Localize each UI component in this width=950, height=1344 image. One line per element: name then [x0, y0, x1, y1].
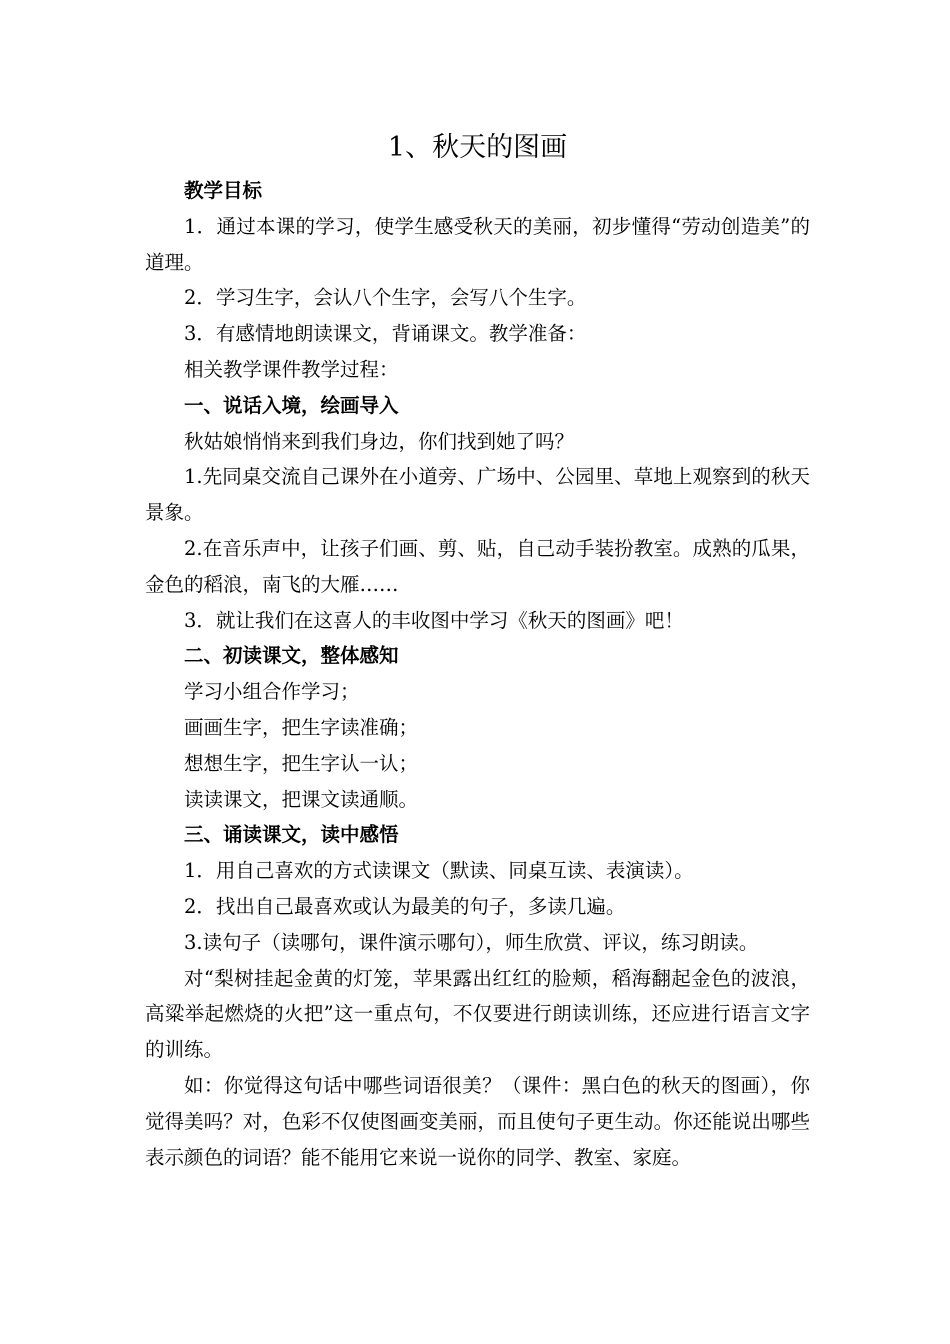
paragraph: 3．就让我们在这喜人的丰收图中学习《秋天的图画》吧！ — [184, 608, 684, 632]
document-page — [145, 0, 810, 1344]
paragraph: 读读课文，把课文读通顺。 — [184, 787, 419, 811]
paragraph: 想想生字，把生字认一认； — [184, 751, 419, 775]
section-heading: 教学目标 — [184, 179, 263, 202]
paragraph: 2．找出自己最喜欢或认为最美的句子，多读几遍。 — [184, 894, 626, 918]
paragraph: 3.读句子（读哪句，课件演示哪句），师生欣赏、评议，练习朗读。 — [184, 930, 759, 954]
paragraph: 秋姑娘悄悄来到我们身边，你们找到她了吗？ — [184, 429, 575, 453]
paragraph: 2.在音乐声中，让孩子们画、剪、贴，自己动手装扮教室。成熟的瓜果，金色的稻浪，南飞的大雁…… — [145, 536, 810, 596]
document-body — [145, 173, 810, 1175]
paragraph: 对“梨树挂起金黄的灯笼，苹果露出红红的脸颊，稻海翻起金色的波浪，高粱举起燃烧的火把”这一重点句，不仅要进行朗读训练，还应进行语言文字的训练。 — [145, 966, 810, 1062]
paragraph: 2．学习生字，会认八个生字，会写八个生字。 — [184, 286, 587, 310]
paragraph: 相关教学课件教学过程： — [184, 357, 399, 381]
paragraph: 1．通过本课的学习，使学生感受秋天的美丽，初步懂得“劳动创造美”的道理。 — [145, 214, 810, 274]
paragraph: 1．用自己喜欢的方式读课文（默读、同桌互读、表演读）。 — [184, 859, 694, 883]
section-heading: 三、诵读课文，读中感悟 — [184, 823, 399, 847]
paragraph: 学习小组合作学习； — [184, 680, 360, 704]
paragraph: 画画生字，把生字读准确； — [184, 715, 419, 739]
document-title: 1、秋天的图画 — [387, 132, 568, 163]
paragraph: 如：你觉得这句话中哪些词语很美？（课件：黑白色的秋天的图画），你觉得美吗？对，色彩不仅使图画变美丽，而且使句子更生动。你还能说出哪些表示颜色的词语？能不能用它来说一说你的同学、教室、家庭。 — [145, 1073, 810, 1169]
section-heading: 一、说话入境，绘画导入 — [184, 393, 399, 417]
section-heading: 二、初读课文，整体感知 — [184, 644, 399, 668]
paragraph: 3．有感情地朗读课文，背诵课文。教学准备： — [184, 322, 587, 346]
paragraph: 1.先同桌交流自己课外在小道旁、广场中、公园里、草地上观察到的秋天景象。 — [145, 465, 810, 525]
